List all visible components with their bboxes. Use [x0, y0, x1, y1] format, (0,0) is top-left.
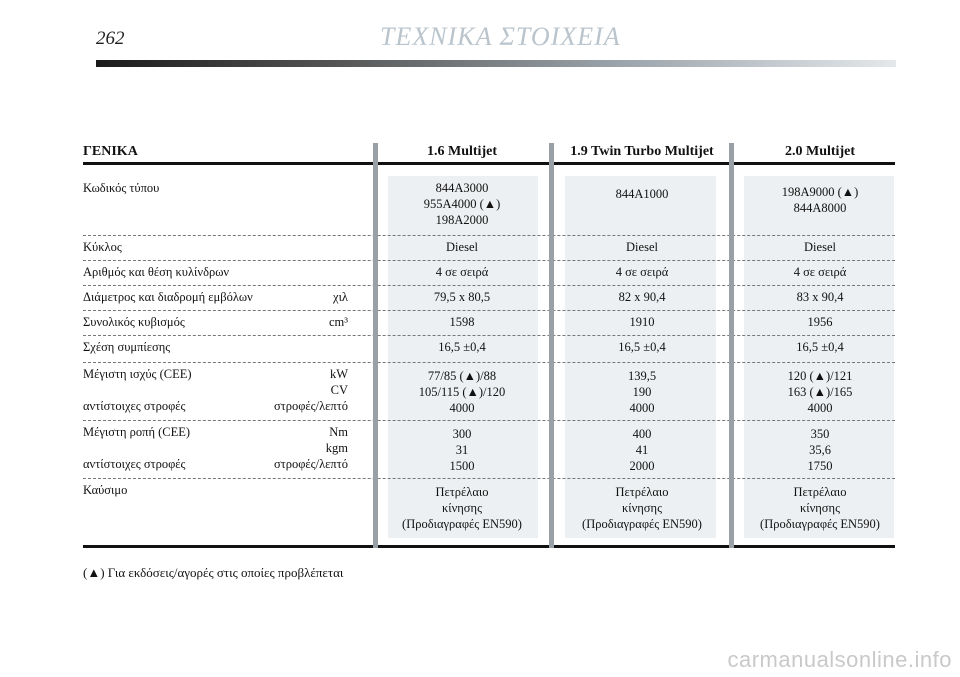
row-separator [83, 285, 895, 286]
row-unit: kW [329, 367, 348, 381]
cell-value: 16,5 ±0,4 [618, 340, 666, 354]
row-separator [83, 420, 895, 421]
cell-value: 41 [635, 443, 649, 457]
cell-value: 79,5 x 80,5 [433, 290, 491, 304]
row-label: Καύσιμο [83, 483, 128, 497]
row-sublabel: αντίστοιχες στροφές [83, 457, 186, 471]
cell-value: 4000 [449, 401, 475, 415]
cell-value: Diesel [446, 240, 478, 254]
cell-value: 1910 [629, 315, 655, 329]
row-unit: χιλ [333, 290, 348, 304]
cell-value: 77/85 (▲)/88 [427, 369, 497, 383]
cell-value: 83 x 90,4 [796, 290, 844, 304]
column-header: 1.9 Twin Turbo Multijet [570, 144, 714, 159]
row-unit: στροφές/λεπτό [273, 457, 348, 471]
row-unit: στροφές/λεπτό [273, 399, 348, 413]
row-label: Σχέση συμπίεσης [83, 340, 171, 354]
cell-value: 4000 [629, 401, 655, 415]
cell-value: Diesel [626, 240, 658, 254]
cell-value: 16,5 ±0,4 [796, 340, 844, 354]
watermark: carmanualsonline.info [727, 647, 952, 672]
cell-value: 190 [632, 385, 652, 399]
cell-value: 1750 [807, 459, 833, 473]
cell-value: 1598 [449, 315, 475, 329]
cell-value: κίνησης [621, 501, 663, 515]
column-divider [549, 143, 554, 548]
cell-value: 4 σε σειρά [793, 265, 847, 279]
page-number: 262 [96, 28, 125, 49]
cell-value: 955A4000 (▲) [423, 197, 501, 211]
row-separator [83, 235, 895, 236]
cell-value: 198A2000 [435, 213, 489, 227]
row-separator [83, 478, 895, 479]
cell-value: 350 [810, 427, 830, 441]
cell-value: κίνησης [799, 501, 841, 515]
row-unit: Nm [329, 425, 348, 439]
row-sublabel: αντίστοιχες στροφές [83, 399, 186, 413]
cell-value: 2000 [629, 459, 655, 473]
column-header: 2.0 Multijet [785, 144, 855, 159]
column-divider [729, 143, 734, 548]
page-title: ΤΕΧΝΙΚΑ ΣΤΟΙΧΕΙΑ [380, 22, 621, 51]
cell-value: (Προδιαγραφές EN590) [760, 517, 880, 531]
row-separator [83, 335, 895, 336]
cell-value: 163 (▲)/165 [787, 385, 853, 399]
cell-value: Πετρέλαιο [615, 485, 669, 499]
row-label: Μέγιστη ροπή (CEE) [83, 425, 191, 439]
cell-value: 300 [452, 427, 472, 441]
cell-value: 120 (▲)/121 [787, 369, 853, 383]
cell-value: (Προδιαγραφές EN590) [582, 517, 702, 531]
cell-value: 844A1000 [615, 187, 669, 201]
row-label: Αριθμός και θέση κυλίνδρων [83, 265, 230, 279]
header-gradient-bar [96, 60, 896, 67]
row-separator [83, 260, 895, 261]
row-unit: kgm [325, 441, 348, 455]
cell-value: Πετρέλαιο [793, 485, 847, 499]
cell-value: 844A8000 [793, 201, 847, 215]
cell-value: Πετρέλαιο [435, 485, 489, 499]
cell-value: 198A9000 (▲) [781, 185, 859, 199]
row-separator [83, 310, 895, 311]
row-label: Κύκλος [83, 240, 122, 254]
table-bottom-rule [83, 545, 895, 548]
section-header: ΓΕΝΙΚΑ [83, 144, 138, 159]
row-label: Μέγιστη ισχύς (CEE) [83, 367, 192, 381]
cell-value: 35,6 [809, 443, 831, 457]
header-rule [83, 162, 895, 165]
cell-value: 844A3000 [435, 181, 489, 195]
footnote: (▲) Για εκδόσεις/αγορές στις οποίες προβλέπεται [83, 565, 344, 580]
cell-value: 400 [632, 427, 652, 441]
row-unit: cm³ [328, 315, 348, 329]
row-label: Συνολικός κυβισμός [83, 315, 185, 329]
column-divider [373, 143, 378, 548]
cell-value: 4 σε σειρά [435, 265, 489, 279]
row-label: Διάμετρος και διαδρομή εμβόλων [83, 290, 253, 304]
row-label: Κωδικός τύπου [83, 181, 160, 195]
cell-value: 1956 [807, 315, 833, 329]
row-unit: CV [330, 383, 348, 397]
cell-value: 31 [455, 443, 469, 457]
cell-value: 4000 [807, 401, 833, 415]
cell-value: 105/115 (▲)/120 [418, 385, 506, 399]
cell-value: 4 σε σειρά [615, 265, 669, 279]
cell-value: (Προδιαγραφές EN590) [402, 517, 522, 531]
cell-value: 139,5 [627, 369, 657, 383]
column-header: 1.6 Multijet [427, 144, 497, 159]
cell-value: Diesel [804, 240, 836, 254]
cell-value: κίνησης [441, 501, 483, 515]
row-separator [83, 362, 895, 363]
cell-value: 16,5 ±0,4 [438, 340, 486, 354]
cell-value: 1500 [449, 459, 475, 473]
cell-value: 82 x 90,4 [618, 290, 666, 304]
